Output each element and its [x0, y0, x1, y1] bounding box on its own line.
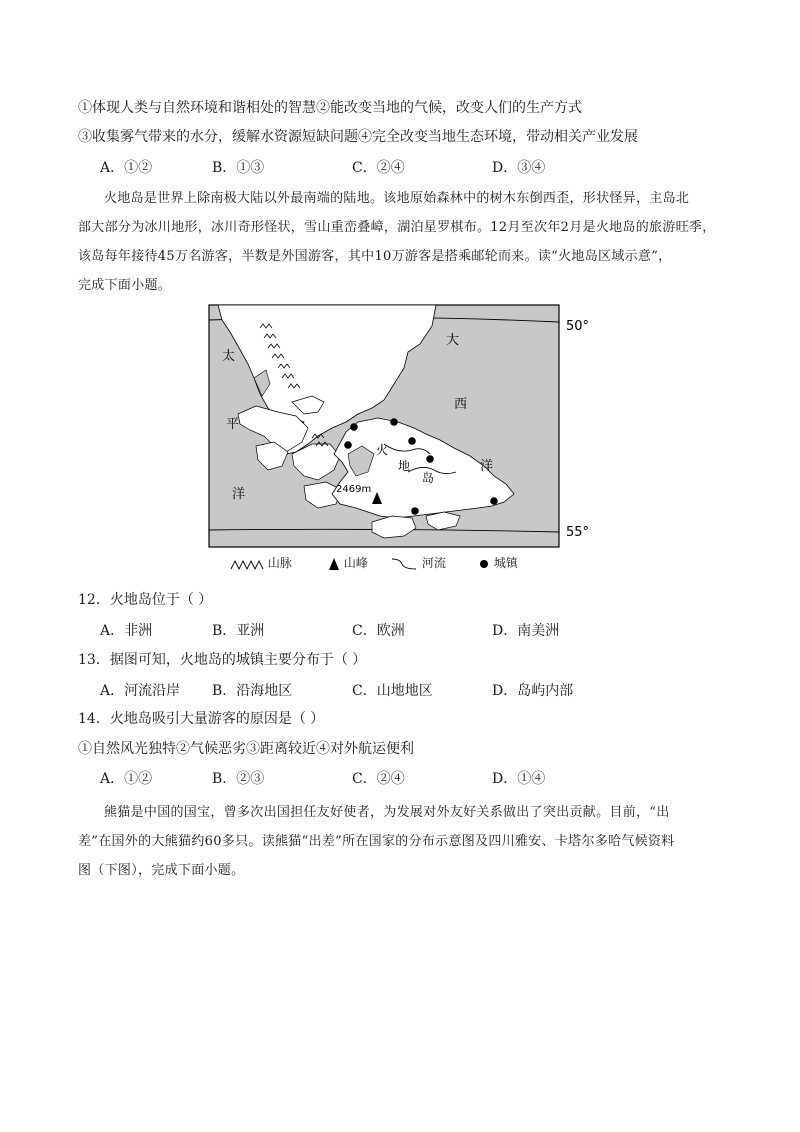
- atlantic-char-2: 西: [454, 397, 468, 412]
- legend-mountain: [230, 554, 292, 571]
- atlantic-char-1: 大: [446, 333, 460, 348]
- legend-mountain-label: 山脉: [267, 556, 292, 570]
- q11-item-line-2: ③收集雾气带来的水分，缓解水资源短缺问题④完全改变当地生态环境，带动相关产业发展: [78, 129, 638, 145]
- q14-option-a[interactable]: A．①②: [100, 771, 153, 787]
- q14-stem: 14．火地岛吸引大量游客的原因是（ ）: [78, 711, 325, 727]
- passage-panda: [78, 798, 718, 885]
- q12-stem: 12．火地岛位于（ ）: [78, 592, 213, 608]
- island-char-3: 岛: [422, 471, 435, 485]
- pacific-char-2: 平: [226, 417, 240, 432]
- passage-1-line-4: 完成下面小题。: [78, 278, 172, 293]
- q11-option-c[interactable]: C．②④: [352, 160, 405, 176]
- atlantic-char-3: 洋: [480, 459, 494, 474]
- q12-option-a[interactable]: A．非洲: [100, 623, 153, 639]
- passage-2-line-2: 差”在国外的大熊猫约60多只。读熊猫“出差”所在国家的分布示意图及四川雅安、卡塔尔多哈气候资料: [78, 834, 675, 849]
- q11-item-line-1: ①体现人类与自然环境和谐相处的智慧②能改变当地的气候，改变人们的生产方式: [78, 100, 582, 116]
- pacific-char-3: 洋: [232, 487, 246, 502]
- passage-2-line-1: 熊猫是中国的国宝，曾多次出国担任友好使者，为发展对外友好关系做出了突出贡献。目前，“出: [104, 805, 670, 820]
- q14-items: ①自然风光独特②气候恶劣③距离较近④对外航运便利: [78, 741, 414, 757]
- pacific-char-1: 太: [222, 349, 236, 364]
- legend-town: [478, 554, 518, 571]
- passage-1-line-1: 火地岛是世界上除南极大陆以外最南端的陆地。该地原始森林中的树木东倒西歪，形状怪异，主岛北: [104, 191, 690, 206]
- island-char-2: 地: [398, 459, 411, 473]
- legend-river: [390, 554, 446, 571]
- legend-mountain-icon: [230, 558, 264, 570]
- q14-option-b[interactable]: B．②③: [212, 771, 265, 787]
- town-dot: [344, 441, 352, 449]
- latitude-label-50: 50°: [566, 319, 590, 334]
- tierra-del-fuego-map: [208, 304, 600, 550]
- passage-tierra-del-fuego: [78, 184, 718, 300]
- q12-option-d[interactable]: D．南美洲: [492, 623, 560, 639]
- legend-town-icon: [478, 558, 490, 570]
- q14-option-c[interactable]: C．②④: [352, 771, 405, 787]
- q12-option-c[interactable]: C．欧洲: [352, 623, 405, 639]
- island-char-1: 火: [376, 443, 389, 457]
- q13-option-b[interactable]: B．沿海地区: [212, 683, 293, 699]
- legend-peak: [328, 554, 368, 571]
- legend-river-label: 河流: [421, 556, 446, 570]
- q13-options: [0, 680, 800, 700]
- q14-option-d[interactable]: D．①④: [492, 771, 546, 787]
- town-dot: [350, 423, 358, 431]
- passage-1-line-3: 该岛每年接待45万名游客，半数是外国游客，其中10万游客是搭乘邮轮而来。读“火地岛区域示意”，: [78, 249, 672, 264]
- q11-options: [0, 157, 800, 177]
- town-dot: [408, 437, 416, 445]
- q13-option-d[interactable]: D．岛屿内部: [492, 683, 574, 699]
- peak-label: 2469m: [336, 484, 372, 495]
- q13-stem: 13．据图可知，火地岛的城镇主要分布于（ ）: [78, 652, 367, 668]
- legend-town-label: 城镇: [493, 556, 518, 570]
- passage-1-line-2: 部大部分为冰川地形，冰川奇形怪状，雪山重峦叠嶂，湖泊星罗棋布。12月至次年2月是火地岛的旅游旺季，: [78, 220, 716, 235]
- q11-option-a[interactable]: A．①②: [100, 160, 153, 176]
- q12-options: [0, 620, 800, 640]
- q13-option-c[interactable]: C．山地地区: [352, 683, 433, 699]
- town-dot: [490, 497, 498, 505]
- q13-option-a[interactable]: A．河流沿岸: [100, 683, 181, 699]
- town-dot: [390, 418, 398, 426]
- passage-2-line-3: 图（下图），完成下面小题。: [78, 863, 245, 878]
- town-dot: [411, 507, 419, 515]
- latitude-label-55: 55°: [566, 525, 590, 540]
- town-dot: [426, 455, 434, 463]
- legend-peak-icon: [328, 557, 340, 571]
- legend-peak-label: 山峰: [343, 556, 368, 570]
- q11-option-b[interactable]: B．①③: [212, 160, 265, 176]
- q14-options: [0, 768, 800, 788]
- map-legend: [230, 554, 560, 574]
- legend-river-icon: [390, 557, 418, 571]
- q12-option-b[interactable]: B．亚洲: [212, 623, 265, 639]
- q11-option-d[interactable]: D．③④: [492, 160, 546, 176]
